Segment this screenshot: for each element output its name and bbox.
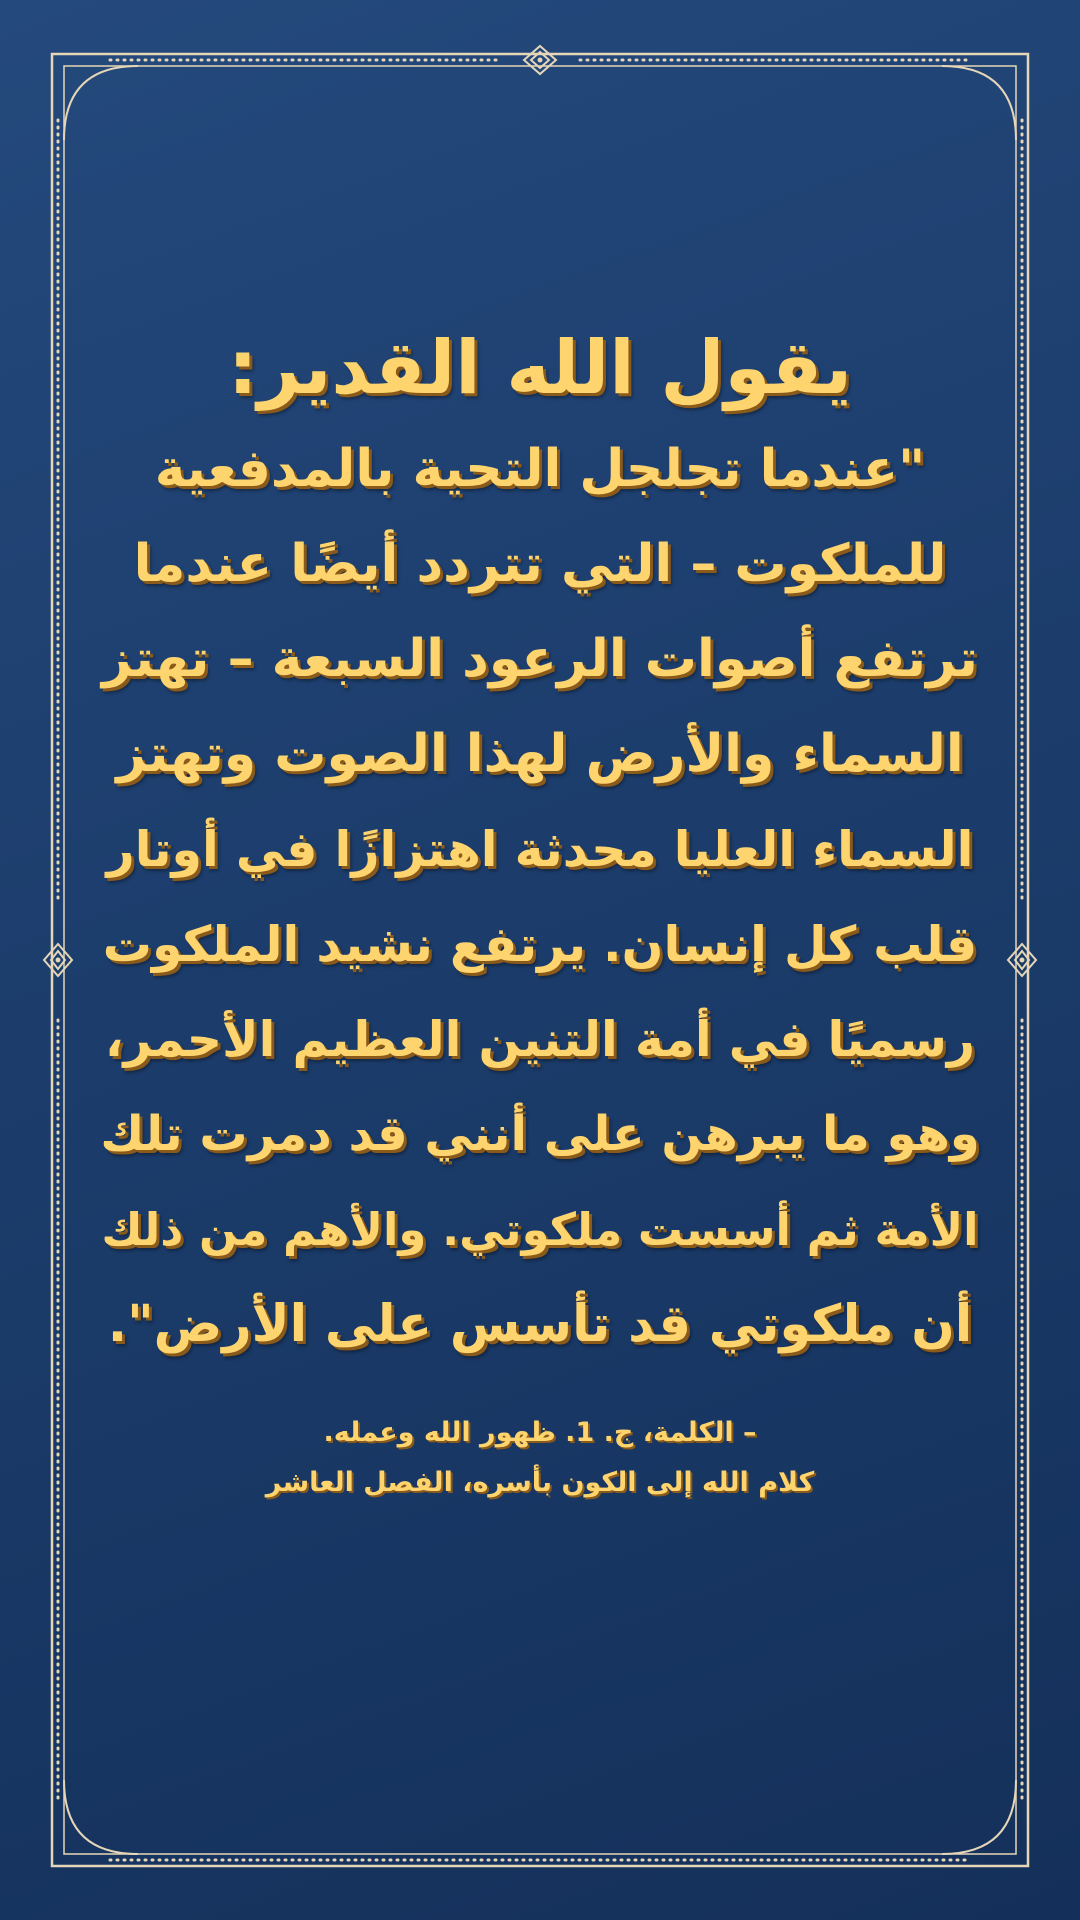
quote-block: [100, 422, 980, 1372]
source-line-2: كلام الله إلى الكون بأسره، الفصل العاشر: [265, 1467, 815, 1498]
quote-line: "عندما تجلجل التحية بالمدفعية: [154, 439, 926, 499]
quote-line: قلب كل إنسان. يرتفع نشيد الملكوت: [102, 916, 978, 973]
quote-line: للملكوت – التي تتردد أيضًا عندما: [133, 534, 947, 594]
source-citation: [100, 1408, 980, 1508]
quote-line: رسميًا في أمة التنين العظيم الأحمر،: [104, 1011, 976, 1068]
quote-line: السماء والأرض لهذا الصوت وتهتز: [116, 724, 964, 784]
heading: يقول الله القدير:: [228, 325, 852, 411]
quote-card: [100, 320, 980, 1508]
quote-line: الأمة ثم أسست ملكوتي. والأهم من ذلك: [101, 1203, 979, 1256]
quote-line: السماء العليا محدثة اهتزازًا في أوتار: [106, 821, 974, 878]
quote-line: أن ملكوتي قد تأسس على الأرض".: [107, 1295, 973, 1354]
quote-line: وهو ما يبرهن على أنني قد دمرت تلك: [100, 1106, 980, 1162]
source-line-1: – الكلمة، ج. 1. ظهور الله وعمله.: [323, 1417, 757, 1448]
quote-line: ترتفع أصوات الرعود السبعة – تهتز: [102, 629, 978, 689]
